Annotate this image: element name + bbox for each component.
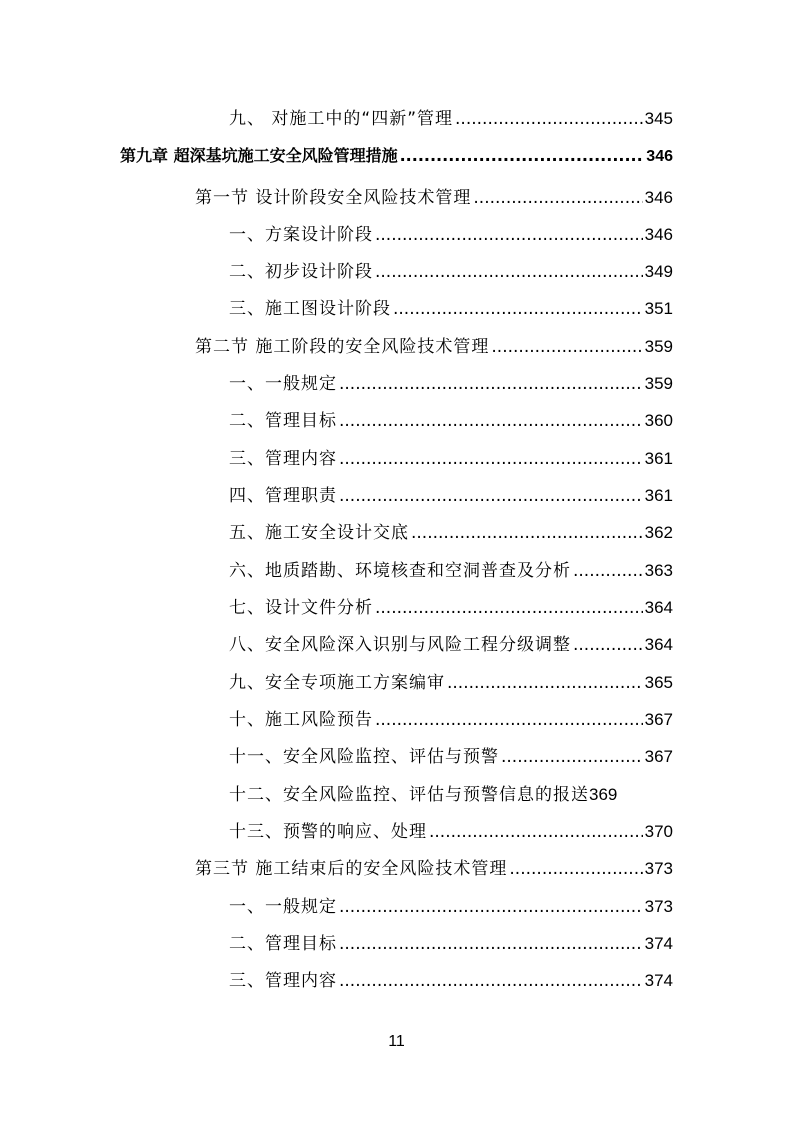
toc-entry-label: 第三节 施工结束后的安全风险技术管理: [195, 859, 508, 879]
toc-entry[interactable]: [229, 224, 673, 246]
toc-entry[interactable]: [229, 933, 673, 955]
toc-page-number: 364: [644, 635, 673, 654]
toc-page-number: 346: [644, 225, 673, 244]
toc-entry[interactable]: [229, 448, 673, 470]
toc-page-number: 349: [644, 262, 673, 281]
toc-page-number: 370: [644, 822, 673, 841]
toc-section-entry[interactable]: [195, 858, 673, 880]
toc-entry-label: 七、设计文件分析: [229, 598, 373, 618]
toc-page-number: 373: [644, 897, 673, 916]
toc-entry[interactable]: [229, 597, 673, 619]
toc-entry-label: 一、方案设计阶段: [229, 225, 373, 245]
toc-page-number: 374: [644, 971, 673, 990]
toc-page-number: 346: [646, 148, 673, 165]
toc-section-entry[interactable]: [195, 187, 673, 209]
toc-leader-dots: [375, 261, 643, 283]
toc-leader-dots: [509, 858, 642, 880]
toc-page-number: 361: [644, 486, 673, 505]
toc-page-number: 362: [644, 523, 673, 542]
toc-entry[interactable]: [229, 672, 673, 694]
toc-entry-label: 九、 对施工中的“四新”管理: [229, 109, 454, 129]
toc-entry-label: 十一、安全风险监控、评估与预警: [229, 747, 499, 767]
toc-leader-dots: [339, 485, 643, 507]
toc-entry[interactable]: [229, 373, 673, 395]
toc-page-number: 369: [589, 785, 618, 804]
toc-leader-dots: [339, 373, 643, 395]
toc-entry[interactable]: [229, 108, 673, 130]
toc-entry-label: 五、施工安全设计交底: [229, 523, 409, 543]
toc-page-number: 346: [644, 188, 673, 207]
toc-leader-dots: [473, 187, 642, 209]
toc-entry[interactable]: [229, 821, 673, 843]
toc-entry-label: 九、安全专项施工方案编审: [229, 673, 445, 693]
toc-page-number: 345: [644, 109, 673, 128]
toc-entry[interactable]: [229, 634, 673, 656]
page-number: 11: [388, 1033, 405, 1050]
toc-entry-label: 一、一般规定: [229, 897, 337, 917]
toc-entry[interactable]: [229, 896, 673, 918]
toc-entry-label: 八、安全风险深入识别与风险工程分级调整: [229, 635, 571, 655]
toc-entry[interactable]: [229, 746, 673, 768]
toc-chapter-entry[interactable]: [120, 145, 673, 168]
toc-page-number: 363: [644, 561, 673, 580]
toc-leader-dots: [339, 448, 643, 470]
toc-page-number: 351: [644, 299, 673, 318]
toc-leader-dots: [501, 746, 643, 768]
toc-page-number: 374: [644, 934, 673, 953]
toc-entry-label: 一、一般规定: [229, 374, 337, 394]
toc-entry-label: 三、管理内容: [229, 449, 337, 469]
toc-page-number: 367: [644, 747, 673, 766]
toc-entry-label: 第二节 施工阶段的安全风险技术管理: [195, 337, 490, 357]
toc-entry-label: 三、管理内容: [229, 971, 337, 991]
toc-leader-dots: [573, 634, 643, 656]
toc-page-number: 361: [644, 449, 673, 468]
toc-entry-label: 第一节 设计阶段安全风险技术管理: [195, 188, 472, 208]
toc-page-number: 359: [644, 337, 673, 356]
toc-entry-label: 二、管理目标: [229, 411, 337, 431]
toc-entry-label: 第九章 超深基坑施工安全风险管理措施: [120, 146, 398, 165]
toc-leader-dots: [339, 970, 643, 992]
toc-entry-label: 六、地质踏勘、环境核查和空洞普查及分析: [229, 561, 571, 581]
toc-entry[interactable]: [229, 970, 673, 992]
toc-leader-dots: [429, 821, 643, 843]
toc-entry[interactable]: [229, 410, 673, 432]
toc-leader-dots: [491, 336, 642, 358]
toc-leader-dots: [375, 597, 643, 619]
toc-leader-dots: [393, 298, 643, 320]
toc-page-number: 365: [644, 673, 673, 692]
toc-page-number: 367: [644, 710, 673, 729]
toc-entry[interactable]: [229, 522, 673, 544]
toc-entry-label: 十二、安全风险监控、评估与预警信息的报送: [229, 785, 589, 805]
toc-entry[interactable]: [229, 709, 673, 731]
toc-entry-label: 三、施工图设计阶段: [229, 299, 391, 319]
toc-leader-dots: [455, 108, 643, 130]
toc-entry-label: 二、管理目标: [229, 934, 337, 954]
toc-section-entry[interactable]: [195, 336, 673, 358]
toc-leader-dots: [339, 896, 643, 918]
toc-page-number: 373: [644, 859, 673, 878]
toc-leader-dots: [375, 224, 643, 246]
toc-entry[interactable]: [229, 784, 689, 806]
toc-leader-dots: [411, 522, 643, 544]
toc-leader-dots: [400, 145, 645, 167]
toc-page-number: 359: [644, 374, 673, 393]
toc-entry[interactable]: [229, 485, 673, 507]
toc-leader-dots: [573, 560, 643, 582]
toc-entry[interactable]: [229, 298, 673, 320]
toc-entry-label: 二、初步设计阶段: [229, 262, 373, 282]
toc-page-number: 364: [644, 598, 673, 617]
toc-entry[interactable]: [229, 560, 673, 582]
toc-entry-label: 十、施工风险预告: [229, 710, 373, 730]
toc-entry-label: 十三、预警的响应、处理: [229, 822, 427, 842]
toc-entry-label: 四、管理职责: [229, 486, 337, 506]
toc-leader-dots: [375, 709, 643, 731]
toc-entry[interactable]: [229, 261, 673, 283]
toc-page-number: 360: [644, 411, 673, 430]
toc-leader-dots: [339, 933, 643, 955]
toc-leader-dots: [339, 410, 643, 432]
toc-leader-dots: [447, 672, 643, 694]
